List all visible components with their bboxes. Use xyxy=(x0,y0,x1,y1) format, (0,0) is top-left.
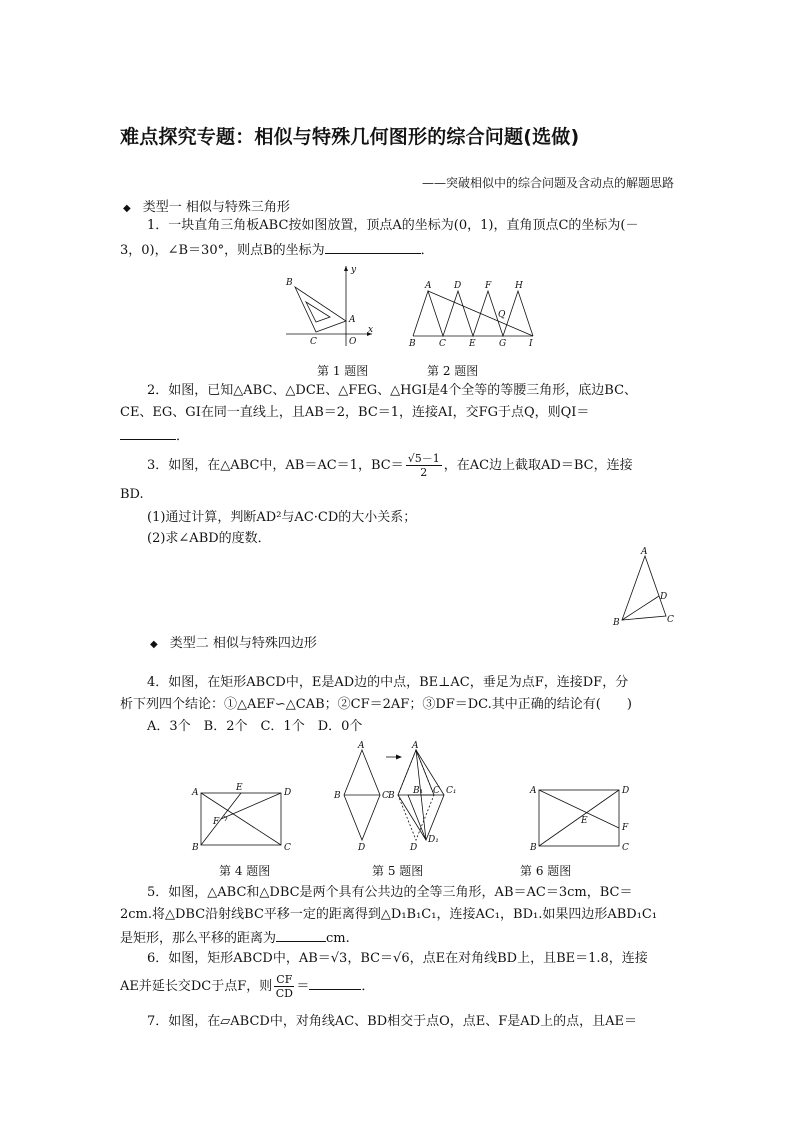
fig6-label-F: F xyxy=(622,823,629,833)
fig3-label-B: B xyxy=(613,618,620,628)
fig6-label-C: C xyxy=(622,843,629,852)
problem-4-options: A．3个 B．2个 C．1个 D．0个 xyxy=(147,719,363,734)
fig5-label-D-translated: D xyxy=(410,843,418,853)
problem-5-line-2: 2cm.将△DBC沿射线BC平移一定的距离得到△D₁B₁C₁，连接AC₁，BD₁.如果四边形ABD₁C₁ xyxy=(120,907,658,922)
section-label: 类型二 相似与特殊四边形 xyxy=(169,636,317,651)
caption-fig-2: 第 2 题图 xyxy=(427,364,479,378)
section-label: 类型一 相似与特殊三角形 xyxy=(142,200,290,215)
fig6-label-A: A xyxy=(530,786,537,796)
fig2-label-B: B xyxy=(409,339,416,348)
fraction-sqrt5-minus1-over-2: $\frac{√5-1}{2}$ xyxy=(407,452,440,479)
fig2-label-I: I xyxy=(529,339,533,348)
fig1-label-C: C xyxy=(310,337,317,347)
caption-fig-5: 第 5 题图 xyxy=(372,864,424,878)
fig3-label-A: A xyxy=(641,547,648,557)
fig5-label-C: C xyxy=(382,791,389,801)
figure-3-diagram xyxy=(608,546,680,630)
problem-2-line-2: CE、EG、GI在同一直线上，且AB＝2，BC＝1，连接AI，交FG于点Q，则QI＝ xyxy=(120,405,590,420)
problem-3-line-2: BD. xyxy=(120,487,144,502)
section-type-2 xyxy=(150,632,317,651)
fig5-label-D1: D₁ xyxy=(428,835,439,845)
fig1-label-x: x xyxy=(368,325,374,335)
fig2-label-Q: Q xyxy=(498,310,506,320)
fig4-label-F: F xyxy=(213,817,220,827)
caption-fig-1: 第 1 题图 xyxy=(317,364,369,378)
figure-2-diagram xyxy=(403,274,541,348)
page-title: 难点探究专题：相似与特殊几何图形的综合问题(选做) xyxy=(120,126,580,148)
fig2-label-H: H xyxy=(515,281,523,291)
problem-2-line-1: 2．如图，已知△ABC、△DCE、△FEG、△HGI是4个全等的等腰三角形，底边BC、 xyxy=(147,383,638,398)
fig5-label-D: D xyxy=(358,843,366,853)
fig2-label-G: G xyxy=(499,339,507,348)
fig2-label-F: F xyxy=(485,281,492,291)
fig1-label-A: A xyxy=(349,315,356,325)
answer-blank[interactable] xyxy=(309,977,361,990)
caption-fig-4: 第 4 题图 xyxy=(219,864,271,878)
problem-6-line-1: 6．如图，矩形ABCD中，AB＝√3，BC＝√6，点E在对角线BD上，且BE＝1.8，连接 xyxy=(147,951,648,966)
problem-5-line-1: 5．如图，△ABC和△DBC是两个具有公共边的全等三角形，AB＝AC＝3cm，BC＝ xyxy=(147,885,633,900)
answer-blank[interactable] xyxy=(325,241,421,254)
fig5-label-C-translated: C xyxy=(433,786,440,796)
fig3-label-D: D xyxy=(660,592,668,602)
fig2-label-C: C xyxy=(439,339,446,348)
problem-3-question-2: (2)求∠ABD的度数． xyxy=(147,531,271,546)
problem-5-line-3: 是矩形，那么平移的距离为 cm. xyxy=(120,931,350,946)
caption-fig-6: 第 6 题图 xyxy=(520,864,572,878)
section-type-1 xyxy=(123,196,290,215)
fig4-label-E: E xyxy=(236,783,243,793)
answer-blank[interactable] xyxy=(120,427,176,440)
fig6-label-E: E xyxy=(581,816,588,826)
diamond-bullet-icon: ◆ xyxy=(150,639,158,650)
problem-2-line-3: ． xyxy=(120,427,189,445)
fig1-label-y: y xyxy=(351,265,357,275)
fig1-label-B: B xyxy=(286,278,293,288)
problem-6-line-2: AE并延长交DC于点F，则 $\frac{CF}{CD}$ ＝ ． xyxy=(120,973,375,1000)
problem-4-line-2: 析下列四个结论：①△AEF∽△CAB；②CF＝2AF；③DF＝DC.其中正确的结论有( ) xyxy=(120,697,632,712)
fig5-label-C1: C₁ xyxy=(446,786,457,796)
fig5-label-B-translated: B xyxy=(388,791,395,801)
figure-5-diagram xyxy=(330,738,470,854)
fig6-label-D: D xyxy=(622,786,630,796)
fig3-label-C: C xyxy=(667,615,674,625)
problem-3-question-1: (1)通过计算，判断AD²与AC·CD的大小关系； xyxy=(147,510,417,525)
figure-6-diagram xyxy=(526,780,634,852)
page-subtitle: ——突破相似中的综合问题及含动点的解题思路 xyxy=(421,176,674,190)
diamond-bullet-icon: ◆ xyxy=(123,203,131,214)
fig5-label-B1: B₁ xyxy=(413,786,424,796)
fig4-label-D: D xyxy=(284,788,292,798)
fig5-label-A: A xyxy=(358,741,365,751)
problem-7-line-1: 7．如图，在▱ABCD中，对角线AC、BD相交于点O，点E、F是AD上的点，且AE＝ xyxy=(147,1014,637,1029)
fig2-label-D: D xyxy=(454,281,462,291)
problem-1-line-1: 1．一块直角三角板ABC按如图放置，顶点A的坐标为(0，1)，直角顶点C的坐标为(－ xyxy=(147,218,639,233)
figure-1-diagram xyxy=(282,262,378,348)
problem-3-line-1: 3．如图，在△ABC中，AB＝AC＝1，BC＝ $\frac{√5-1}{2}$ ，在AC边上截取AD＝BC，连接 xyxy=(147,452,633,479)
fraction-cf-over-cd: $\frac{CF}{CD}$ xyxy=(275,973,293,1000)
fig5-label-B: B xyxy=(334,791,341,801)
problem-4-line-1: 4．如图，在矩形ABCD中，E是AD边的中点，BE⊥AC，垂足为点F，连接DF，分 xyxy=(147,675,629,690)
fig6-label-B: B xyxy=(530,843,537,852)
fig1-label-O: O xyxy=(349,337,357,347)
fig2-label-A: A xyxy=(425,281,432,291)
figure-4-diagram xyxy=(187,780,295,852)
fig4-label-B: B xyxy=(192,843,199,852)
fig4-label-A: A xyxy=(192,788,199,798)
problem-1-line-2: 3，0)，∠B＝30°，则点B的坐标为 ． xyxy=(120,243,434,258)
answer-blank[interactable] xyxy=(276,929,326,942)
fig5-label-A-translated: A xyxy=(412,741,419,751)
fig2-label-E: E xyxy=(469,339,476,348)
fig4-label-C: C xyxy=(284,843,291,852)
